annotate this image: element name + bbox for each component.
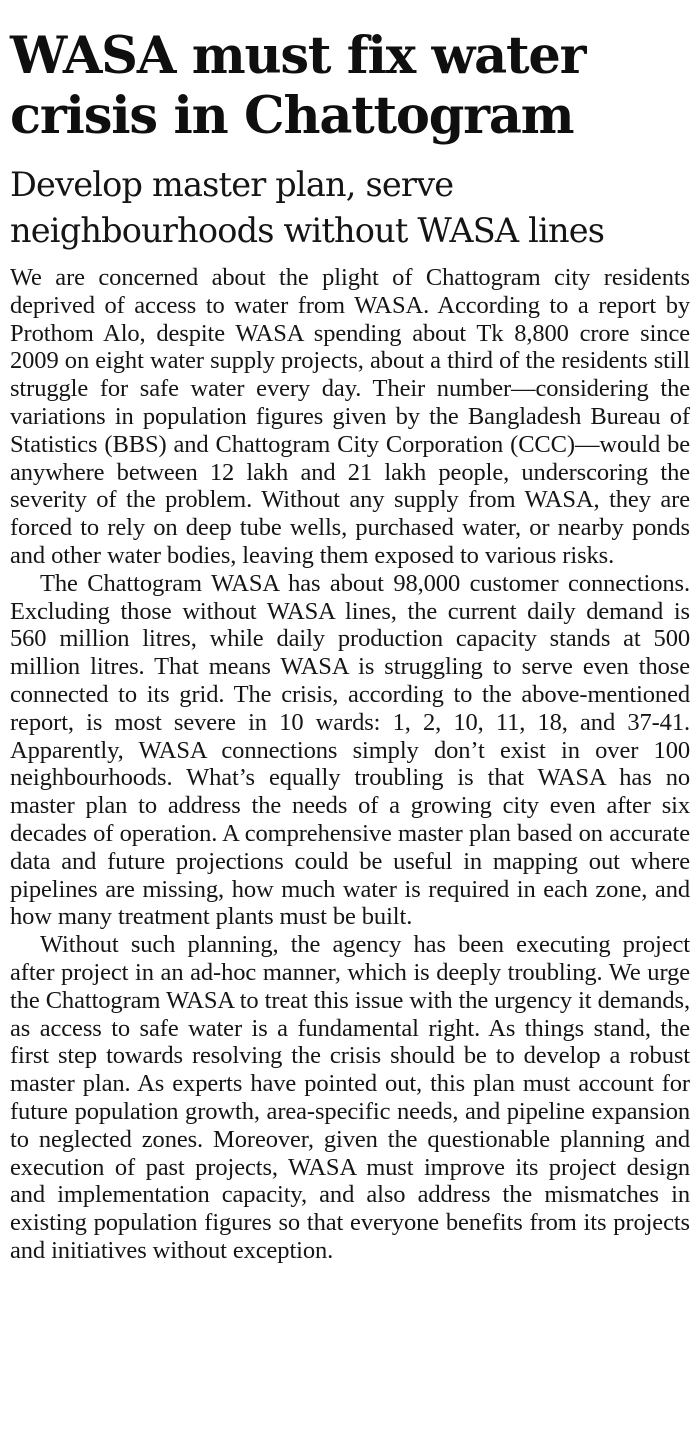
body-paragraph-1: We are concerned about the plight of Chattogram city residents deprived of access to water from WASA. According to a report by Prothom Alo, despite WASA spending about Tk 8,800 crore since 2009 on eight water supply projects, about a third of the residents still struggle for safe water every day. Their number—considering the variations in population figures given by the Bangladesh Bureau of Statistics (BBS) and Chattogram City Corporation (CCC)—would be anywhere between 12 lakh and 21 lakh people, underscoring the severity of the problem. Without any supply from WASA, they are forced to rely on deep tube wells, purchased water, or nearby ponds and other water bodies, leaving them exposed to various risks. (10, 264, 690, 569)
subheadline: Develop master plan, serve neighbourhoods without WASA lines (10, 165, 605, 250)
headline: WASA must fix water crisis in Chattogram (10, 26, 586, 146)
body-paragraph-3: Without such planning, the agency has been executing project after project in an ad-hoc manner, which is deeply troubling. We urge the Chattogram WASA to treat this issue with the urgency it demands, as access to safe water is a fundamental right. As things stand, the first step towards resolving the crisis should be to develop a robust master plan. As experts have pointed out, this plan must account for future population growth, area-specific needs, and pipeline expansion to neglected zones. Moreover, given the questionable planning and execution of past projects, WASA must improve its project design and implementation capacity, and also address the mismatches in existing population figures so that everyone benefits from its projects and initiatives without exception. (10, 931, 690, 1264)
body-paragraph-2: The Chattogram WASA has about 98,000 customer connections. Excluding those without WASA lines, the current daily demand is 560 million litres, while daily production capacity stands at 500 million litres. That means WASA is struggling to serve even those connected to its grid. The crisis, according to the above-mentioned report, is most severe in 10 wards: 1, 2, 10, 11, 18, and 37-41. Apparently, WASA connections simply don’t exist in over 100 neighbourhoods. What’s equally troubling is that WASA has no master plan to address the needs of a growing city even after six decades of operation. A comprehensive master plan based on accurate data and future projections could be useful in mapping out where pipelines are missing, how much water is required in each zone, and how many treatment plants must be built. (10, 569, 690, 931)
article-body (10, 264, 690, 1265)
